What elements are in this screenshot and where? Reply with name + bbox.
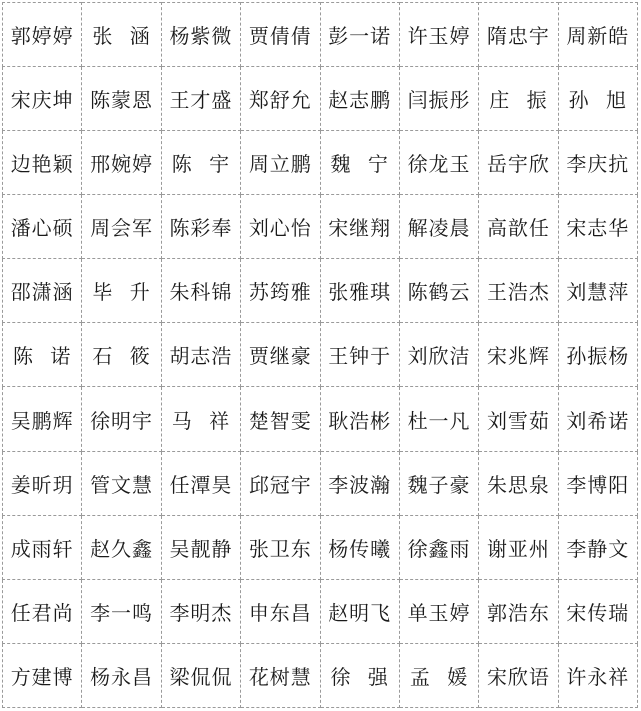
name-cell: 解凌晨 [399,195,478,259]
name-cell: 成雨轩 [3,515,82,579]
name-cell: 刘希诺 [558,387,637,451]
name-cell: 申东昌 [241,579,320,643]
name-cell: 张卫东 [241,515,320,579]
name-row [3,323,638,387]
name-cell: 耿浩彬 [320,387,399,451]
name-cell: 贾倩倩 [241,3,320,67]
name-cell: 王才盛 [161,67,240,131]
name-cell: 宋志华 [558,195,637,259]
name-row [3,387,638,451]
name-cell: 李博阳 [558,451,637,515]
name-cell: 张 涵 [82,3,161,67]
name-cell: 隋忠宇 [479,3,558,67]
name-cell: 刘雪茹 [479,387,558,451]
name-cell: 孙 旭 [558,67,637,131]
name-cell: 马 祥 [161,387,240,451]
name-cell: 赵明飞 [320,579,399,643]
name-cell: 邢婉婷 [82,131,161,195]
name-cell: 谢亚州 [479,515,558,579]
name-cell: 李静文 [558,515,637,579]
name-row [3,515,638,579]
name-grid [2,2,638,708]
name-cell: 许永祥 [558,643,637,707]
name-cell: 宋传瑞 [558,579,637,643]
name-cell: 孟 媛 [399,643,478,707]
name-cell: 宋欣语 [479,643,558,707]
name-cell: 任君尚 [3,579,82,643]
name-cell: 徐鑫雨 [399,515,478,579]
name-cell: 姜昕玥 [3,451,82,515]
name-cell: 梁侃侃 [161,643,240,707]
name-cell: 王浩杰 [479,259,558,323]
name-cell: 彭一诺 [320,3,399,67]
name-cell: 管文慧 [82,451,161,515]
name-cell: 毕 升 [82,259,161,323]
name-cell: 杨永昌 [82,643,161,707]
name-cell: 杨传曦 [320,515,399,579]
name-cell: 闫振彤 [399,67,478,131]
name-row [3,451,638,515]
name-cell: 朱科锦 [161,259,240,323]
name-cell: 单玉婷 [399,579,478,643]
name-cell: 宋继翔 [320,195,399,259]
name-cell: 邵潇涵 [3,259,82,323]
name-row [3,579,638,643]
name-cell: 方建博 [3,643,82,707]
name-cell: 李明杰 [161,579,240,643]
name-cell: 潘心硕 [3,195,82,259]
name-cell: 庄 振 [479,67,558,131]
name-cell: 徐明宇 [82,387,161,451]
name-cell: 任潭昊 [161,451,240,515]
name-row [3,259,638,323]
name-cell: 郭浩东 [479,579,558,643]
name-cell: 郑舒允 [241,67,320,131]
name-cell: 杨紫微 [161,3,240,67]
name-cell: 陈 宇 [161,131,240,195]
name-cell: 郭婷婷 [3,3,82,67]
name-row [3,67,638,131]
name-cell: 苏筠雅 [241,259,320,323]
name-cell: 吴鹏辉 [3,387,82,451]
name-cell: 胡志浩 [161,323,240,387]
name-cell: 贾继豪 [241,323,320,387]
name-cell: 陈蒙恩 [82,67,161,131]
name-cell: 陈 诺 [3,323,82,387]
name-cell: 魏 宁 [320,131,399,195]
name-cell: 边艳颖 [3,131,82,195]
name-grid-body [3,3,638,708]
name-cell: 刘心怡 [241,195,320,259]
name-cell: 赵久鑫 [82,515,161,579]
name-cell: 周会军 [82,195,161,259]
name-cell: 刘欣洁 [399,323,478,387]
name-cell: 高歆任 [479,195,558,259]
name-cell: 陈彩奉 [161,195,240,259]
name-cell: 赵志鹏 [320,67,399,131]
name-cell: 刘慧萍 [558,259,637,323]
name-cell: 楚智雯 [241,387,320,451]
name-cell: 朱思泉 [479,451,558,515]
name-row [3,131,638,195]
name-cell: 李庆抗 [558,131,637,195]
name-cell: 杜一凡 [399,387,478,451]
name-cell: 陈鹤云 [399,259,478,323]
name-row [3,643,638,707]
name-cell: 石 筱 [82,323,161,387]
name-cell: 周新皓 [558,3,637,67]
name-row [3,3,638,67]
name-cell: 宋庆坤 [3,67,82,131]
name-cell: 徐龙玉 [399,131,478,195]
name-cell: 许玉婷 [399,3,478,67]
name-cell: 吴靓静 [161,515,240,579]
name-cell: 花树慧 [241,643,320,707]
name-cell: 李一鸣 [82,579,161,643]
name-cell: 孙振杨 [558,323,637,387]
name-cell: 岳宇欣 [479,131,558,195]
name-cell: 张雅琪 [320,259,399,323]
name-cell: 宋兆辉 [479,323,558,387]
name-cell: 周立鹏 [241,131,320,195]
name-row [3,195,638,259]
name-cell: 徐 强 [320,643,399,707]
name-cell: 王钟于 [320,323,399,387]
name-cell: 邱冠宇 [241,451,320,515]
name-cell: 魏子豪 [399,451,478,515]
name-cell: 李波瀚 [320,451,399,515]
